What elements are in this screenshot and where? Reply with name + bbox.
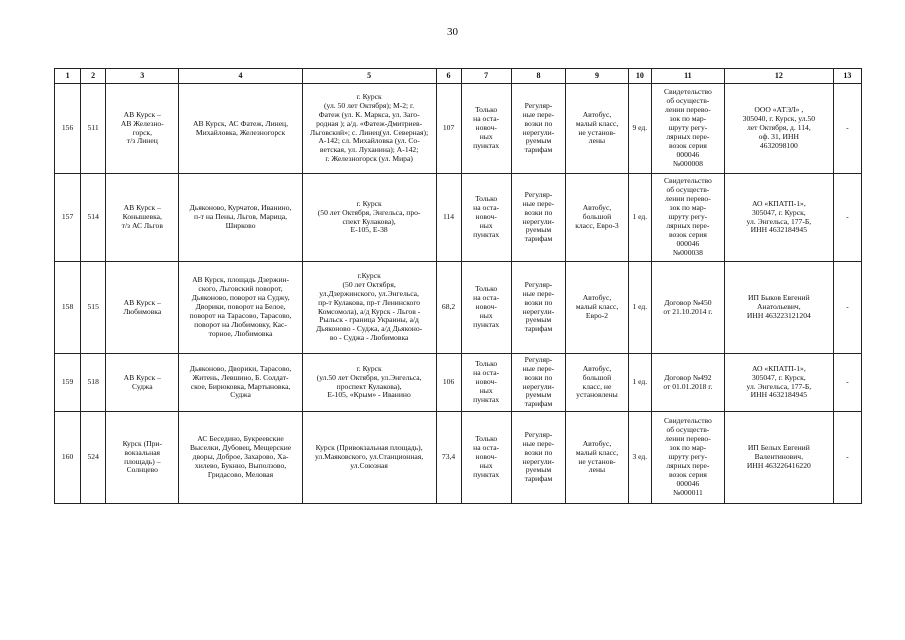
table-row (55, 262, 862, 354)
cell-row-number: 158 (55, 262, 81, 354)
cell-vehicle: Автобус, малый класс, Евро-2 (566, 262, 629, 354)
cell-transport-type: Регуляр- ные пере- возки по нерегули- руемым тарифам (511, 354, 565, 412)
cell-vehicle: Автобус, большой класс, Евро-3 (566, 174, 629, 262)
cell-row-number: 159 (55, 354, 81, 412)
cell-vehicle-count: 1 ед. (628, 174, 651, 262)
cell-carrier: ИП Быков Евгений Анатольевич, ИНН 463223121204 (724, 262, 833, 354)
cell-transport-type: Регуляр- ные пере- возки по нерегули- руемым тарифам (511, 84, 565, 174)
column-header: 12 (724, 69, 833, 84)
cell-document: Свидетельство об осуществ- лении перево- зок по мар- шруту регу- лярных пере- возок серия 000046 №000011 (651, 412, 724, 504)
cell-length: 106 (436, 354, 461, 412)
cell-vehicle-count: 1 ед. (628, 354, 651, 412)
header-row (55, 69, 862, 84)
cell-stops: Дьяконово, Дворики, Тарасово, Житень, Левшино, Б. Солдат- ское, Бирюковка, Мартыновка, Суджа (179, 354, 302, 412)
cell-streets: г. Курск (ул. 50 лет Октября); М-2; г. Фатеж (ул. К. Маркса, ул. Заго- родная ); а/д. «Фатеж-Дмитриев- Льговский»; с. Линец(ул. Северная); А-142; сл. Михайловка (ул. Со- ветская, ул. Луханина); А-142; г. Железногорск (ул. Мира) (302, 84, 436, 174)
cell-document: Договор №450 от 21.10.2014 г. (651, 262, 724, 354)
column-header: 5 (302, 69, 436, 84)
cell-boarding: Только на оста- новоч- ных пунктах (461, 84, 511, 174)
column-header: 4 (179, 69, 302, 84)
cell-stops: АВ Курск, площадь Дзержин- ского, Льговский поворот, Дьяконово, поворот на Суджу, Дворики, поворот на Белое, поворот на Тарасово, Тарасово, поворот на Любимовку, Кас- торное, Любимовка (179, 262, 302, 354)
cell-streets: г. Курск (50 лет Октября, Энгельса, про- спект Кулакова), Е-105, Е-38 (302, 174, 436, 262)
cell-route-name: АВ Курск – Суджа (106, 354, 179, 412)
cell-transport-type: Регуляр- ные пере- возки по нерегули- руемым тарифам (511, 412, 565, 504)
cell-row-number: 156 (55, 84, 81, 174)
cell-route-number: 518 (81, 354, 106, 412)
cell-carrier: АО «КПАТП-1», 305047, г. Курск, ул. Энгельса, 177-Б, ИНН 4632184945 (724, 354, 833, 412)
cell-note: - (833, 174, 861, 262)
cell-note: - (833, 262, 861, 354)
column-header: 10 (628, 69, 651, 84)
cell-length: 107 (436, 84, 461, 174)
column-header: 2 (81, 69, 106, 84)
column-header: 6 (436, 69, 461, 84)
cell-streets: Курск (Привокзальная площадь), ул.Маяковского, ул.Станционная, ул.Союзная (302, 412, 436, 504)
table-row (55, 174, 862, 262)
column-header: 9 (566, 69, 629, 84)
cell-stops: АВ Курск, АС Фатеж, Линец, Михайловка, Железногорск (179, 84, 302, 174)
cell-route-number: 511 (81, 84, 106, 174)
cell-document: Свидетельство об осуществ- лении перево- зок по мар- шруту регу- лярных пере- возок серия 000046 №000008 (651, 84, 724, 174)
cell-boarding: Только на оста- новоч- ных пунктах (461, 354, 511, 412)
table-row (55, 354, 862, 412)
cell-streets: г. Курск (ул.50 лет Октября, ул.Энгельса, проспект Кулакова), Е-105, «Крым» - Иванино (302, 354, 436, 412)
routes-table (54, 68, 862, 504)
cell-route-number: 524 (81, 412, 106, 504)
column-header: 1 (55, 69, 81, 84)
cell-length: 68,2 (436, 262, 461, 354)
cell-vehicle-count: 1 ед. (628, 262, 651, 354)
table-row (55, 412, 862, 504)
page-number: 30 (447, 26, 458, 38)
cell-row-number: 160 (55, 412, 81, 504)
cell-document: Свидетельство об осуществ- лении перево- зок по мар- шруту регу- лярных пере- возок серия 000046 №000038 (651, 174, 724, 262)
cell-route-name: АВ Курск – Любимовка (106, 262, 179, 354)
cell-stops: АС Беседино, Букреевские Выселки, Дубовец, Мещерские дворы, Доброе, Захарово, Ха- хилево, Букнно, Выползово, Гридасово, Меловая (179, 412, 302, 504)
cell-boarding: Только на оста- новоч- ных пунктах (461, 262, 511, 354)
cell-carrier: АО «КПАТП-1», 305047, г. Курск, ул. Энгельса, 177-Б, ИНН 4632184945 (724, 174, 833, 262)
cell-row-number: 157 (55, 174, 81, 262)
cell-streets: г.Курск (50 лет Октября, ул.Дзержинского, ул.Энгельса, пр-т Кулакова, пр-т Ленинского Комсомола), а/д Курск - Льгов - Рыльск - граница Украины, а/д Дьяконово - Суджа, а/д Дьяконо- во - Суджа - Любимовка (302, 262, 436, 354)
cell-boarding: Только на оста- новоч- ных пунктах (461, 174, 511, 262)
cell-vehicle-count: 3 ед. (628, 412, 651, 504)
column-header: 3 (106, 69, 179, 84)
cell-route-name: Курск (При- вокзальная площадь) – Солнцево (106, 412, 179, 504)
column-header: 11 (651, 69, 724, 84)
cell-carrier: ООО «АТЭЛ» , 305040, г. Курск, ул.50 лет Октября, д. 114, оф. 31, ИНН 4632098100 (724, 84, 833, 174)
column-header: 7 (461, 69, 511, 84)
cell-length: 114 (436, 174, 461, 262)
cell-transport-type: Регуляр- ные пере- возки по нерегули- руемым тарифам (511, 262, 565, 354)
cell-stops: Дьяконово, Курчатов, Иванино, п-т на Пены, Льгов, Марица, Ширково (179, 174, 302, 262)
cell-note: - (833, 84, 861, 174)
cell-note: - (833, 412, 861, 504)
cell-route-number: 514 (81, 174, 106, 262)
cell-document: Договор №492 от 01.01.2018 г. (651, 354, 724, 412)
column-header: 13 (833, 69, 861, 84)
cell-vehicle-count: 9 ед. (628, 84, 651, 174)
cell-carrier: ИП Белых Евгений Валентинович, ИНН 463226416220 (724, 412, 833, 504)
cell-note: - (833, 354, 861, 412)
cell-route-number: 515 (81, 262, 106, 354)
cell-transport-type: Регуляр- ные пере- возки по нерегули- руемым тарифам (511, 174, 565, 262)
cell-vehicle: Автобус, малый класс, не установ- лены (566, 412, 629, 504)
cell-vehicle: Автобус, малый класс, не установ- лены (566, 84, 629, 174)
cell-boarding: Только на оста- новоч- ных пунктах (461, 412, 511, 504)
cell-vehicle: Автобус, большой класс, не установлены (566, 354, 629, 412)
table-row (55, 84, 862, 174)
cell-route-name: АВ Курск – Конышевка, т/з АС Льгов (106, 174, 179, 262)
cell-route-name: АВ Курск – АВ Железно- горск, т/з Линец (106, 84, 179, 174)
column-header: 8 (511, 69, 565, 84)
cell-length: 73,4 (436, 412, 461, 504)
